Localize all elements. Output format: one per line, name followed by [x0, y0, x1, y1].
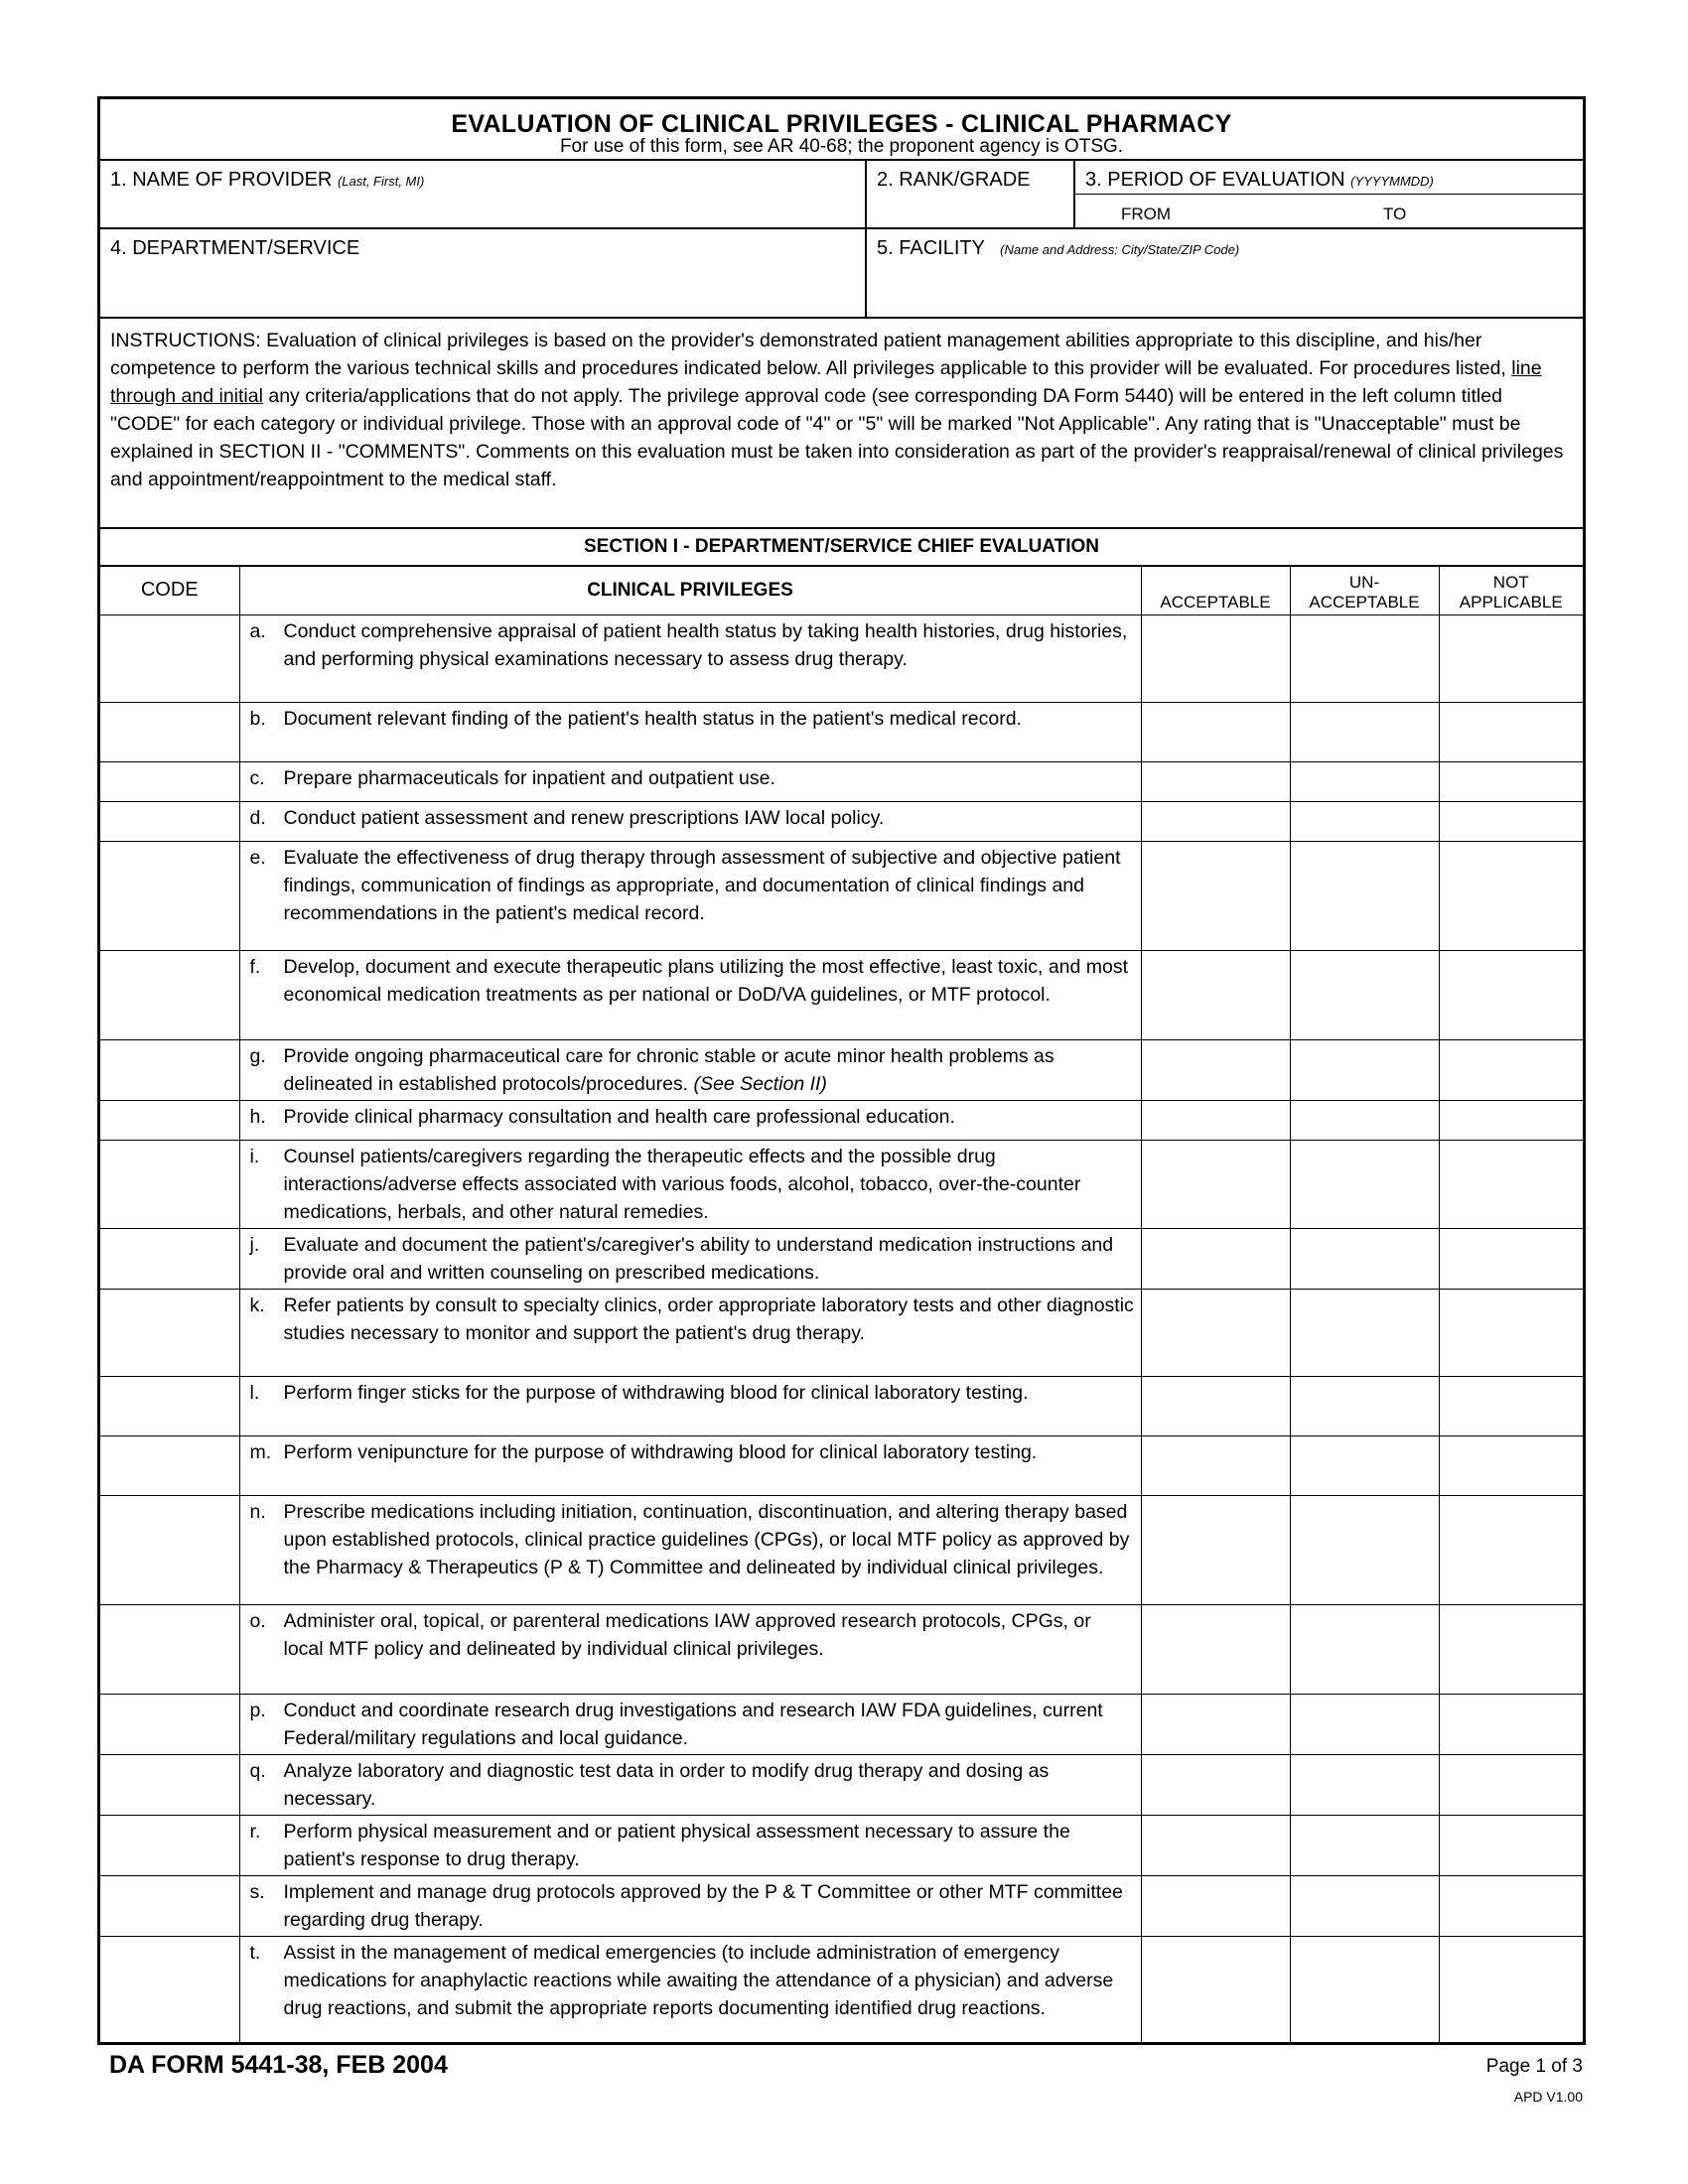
- privilege-text: [284, 1231, 1135, 1287]
- privilege-text: [284, 844, 1135, 927]
- not-applicable-cell[interactable]: [1439, 1376, 1583, 1435]
- code-cell[interactable]: [100, 841, 239, 950]
- acceptable-cell[interactable]: [1141, 614, 1290, 702]
- not-applicable-cell[interactable]: [1439, 1435, 1583, 1495]
- code-cell[interactable]: [100, 702, 239, 761]
- rank-grade-field[interactable]: [867, 161, 1075, 227]
- privilege-row: [100, 1435, 1583, 1495]
- not-applicable-cell[interactable]: [1439, 1039, 1583, 1100]
- unacceptable-cell[interactable]: [1290, 1694, 1439, 1754]
- rank-grade-label: 2. RANK/GRADE: [877, 169, 1031, 191]
- acceptable-cell[interactable]: [1141, 1228, 1290, 1289]
- privilege-description: Refer patients by consult to specialty clinics, order appropriate laboratory tests and other diagnostic studies necessary to monitor and support the patient's drug therapy.: [283, 1294, 1134, 1344]
- privilege-text: [284, 1143, 1135, 1226]
- privilege-row: [100, 1604, 1583, 1694]
- unacceptable-cell[interactable]: [1290, 702, 1439, 761]
- acceptable-cell[interactable]: [1141, 1694, 1290, 1754]
- unacceptable-cell[interactable]: [1290, 1039, 1439, 1100]
- acceptable-cell[interactable]: [1141, 1936, 1290, 2045]
- privilege-row: [100, 1376, 1583, 1435]
- not-applicable-cell[interactable]: [1439, 1694, 1583, 1754]
- privilege-letter: m.: [249, 1440, 272, 1463]
- unacceptable-header-line2: ACCEPTABLE: [1309, 592, 1420, 612]
- privilege-description: Administer oral, topical, or parenteral medications IAW approved research protocols, CPGs, or local MTF policy and delineated by individual clinical privileges.: [283, 1609, 1091, 1660]
- privilege-letter: f.: [249, 955, 261, 978]
- privilege-description: Perform physical measurement and or patient physical assessment necessary to assure the patient's response to drug therapy.: [283, 1820, 1070, 1870]
- unacceptable-cell[interactable]: [1290, 1376, 1439, 1435]
- privilege-cell: [239, 1376, 1141, 1435]
- instructions-underlined: line through and initial: [110, 357, 1542, 407]
- not-applicable-cell[interactable]: [1439, 841, 1583, 950]
- not-applicable-cell[interactable]: [1439, 761, 1583, 801]
- department-row: [100, 229, 1583, 319]
- not-applicable-cell[interactable]: [1439, 950, 1583, 1039]
- acceptable-header: [1141, 567, 1290, 614]
- privilege-text: [284, 1607, 1135, 1663]
- unacceptable-cell[interactable]: [1290, 1100, 1439, 1140]
- privilege-description: Perform venipuncture for the purpose of withdrawing blood for clinical laboratory testing.: [283, 1440, 1038, 1463]
- acceptable-header-label: ACCEPTABLE: [1160, 592, 1271, 612]
- acceptable-cell[interactable]: [1141, 761, 1290, 801]
- privilege-row: [100, 761, 1583, 801]
- code-cell[interactable]: [100, 1228, 239, 1289]
- unacceptable-cell[interactable]: [1290, 1289, 1439, 1376]
- name-of-provider-field[interactable]: [100, 161, 867, 227]
- evaluation-form: [97, 96, 1586, 2045]
- privilege-cell: [239, 1754, 1141, 1815]
- privilege-cell: [239, 1039, 1141, 1100]
- privilege-text: [284, 705, 1022, 733]
- privilege-cell: [239, 1435, 1141, 1495]
- acceptable-cell[interactable]: [1141, 1289, 1290, 1376]
- privilege-description: Develop, document and execute therapeutic plans utilizing the most effective, least toxic, and most economical medication treatments as per national or DoD/VA guidelines, or MTF protocol.: [283, 955, 1129, 1006]
- privilege-row: [100, 1039, 1583, 1100]
- privilege-description: Document relevant finding of the patient's health status in the patient's medical record.: [283, 707, 1022, 730]
- facility-label: 5. FACILITY: [877, 237, 985, 259]
- unacceptable-cell[interactable]: [1290, 1875, 1439, 1936]
- name-of-provider-label: 1. NAME OF PROVIDER: [110, 169, 333, 191]
- unacceptable-cell[interactable]: [1290, 761, 1439, 801]
- privilege-cell: [239, 1100, 1141, 1140]
- clinical-privileges-header: CLINICAL PRIVILEGES: [239, 567, 1141, 614]
- privilege-text: [284, 804, 885, 832]
- privilege-letter: s.: [249, 1880, 265, 1903]
- facility-hint: (Name and Address: City/State/ZIP Code): [1000, 242, 1240, 257]
- privilege-description: Conduct and coordinate research drug investigations and research IAW FDA guidelines, current Federal/military regulations and local guidance.: [283, 1699, 1103, 1749]
- privilege-description: Evaluate and document the patient's/caregiver's ability to understand medication instructions and provide oral and written counseling on prescribed medications.: [283, 1233, 1114, 1284]
- privilege-row: [100, 1694, 1583, 1754]
- privilege-row: [100, 1754, 1583, 1815]
- privilege-letter: d.: [249, 806, 266, 829]
- privilege-letter: g.: [249, 1044, 266, 1067]
- unacceptable-cell[interactable]: [1290, 801, 1439, 841]
- not-applicable-cell[interactable]: [1439, 1495, 1583, 1604]
- acceptable-cell[interactable]: [1141, 1039, 1290, 1100]
- privilege-letter: q.: [249, 1759, 266, 1782]
- acceptable-cell[interactable]: [1141, 1495, 1290, 1604]
- not-applicable-cell[interactable]: [1439, 702, 1583, 761]
- not-applicable-cell[interactable]: [1439, 1140, 1583, 1228]
- acceptable-cell[interactable]: [1141, 841, 1290, 950]
- privilege-letter: l.: [249, 1381, 260, 1404]
- privilege-text: [284, 1818, 1135, 1873]
- privilege-text: [284, 1292, 1135, 1347]
- privilege-cell: [239, 1694, 1141, 1754]
- privilege-description: Perform finger sticks for the purpose of withdrawing blood for clinical laboratory testing.: [283, 1381, 1029, 1404]
- privilege-letter: k.: [249, 1294, 265, 1316]
- privileges-table: [100, 567, 1583, 2045]
- code-cell[interactable]: [100, 1754, 239, 1815]
- code-cell[interactable]: [100, 801, 239, 841]
- privilege-description: Conduct patient assessment and renew prescriptions IAW local policy.: [283, 806, 885, 829]
- unacceptable-cell[interactable]: [1290, 841, 1439, 950]
- privilege-description: Provide ongoing pharmaceutical care for chronic stable or acute minor health problems as delineated in established protocols/procedures.: [283, 1044, 1055, 1095]
- code-cell[interactable]: [100, 1936, 239, 2045]
- privilege-row: [100, 1936, 1583, 2045]
- code-header: CODE: [100, 567, 239, 614]
- not-applicable-cell[interactable]: [1439, 1875, 1583, 1936]
- acceptable-cell[interactable]: [1141, 1815, 1290, 1875]
- code-cell[interactable]: [100, 1289, 239, 1376]
- privilege-cell: [239, 1140, 1141, 1228]
- code-cell[interactable]: [100, 1875, 239, 1936]
- privilege-text: [284, 953, 1135, 1009]
- privilege-text: [284, 1103, 955, 1131]
- unacceptable-cell[interactable]: [1290, 1604, 1439, 1694]
- privilege-description: Prepare pharmaceuticals for inpatient and outpatient use.: [283, 766, 775, 789]
- not-applicable-cell[interactable]: [1439, 614, 1583, 702]
- not-applicable-cell[interactable]: [1439, 1936, 1583, 2045]
- acceptable-cell[interactable]: [1141, 1435, 1290, 1495]
- privilege-cell: [239, 1936, 1141, 2045]
- unacceptable-cell[interactable]: [1290, 1228, 1439, 1289]
- privilege-text: [284, 1939, 1135, 2022]
- acceptable-cell[interactable]: [1141, 1754, 1290, 1815]
- privilege-row: [100, 1495, 1583, 1604]
- not-applicable-header: [1439, 567, 1583, 614]
- privilege-letter: i.: [249, 1145, 260, 1167]
- period-of-evaluation-hint: (YYYYMMDD): [1350, 174, 1434, 189]
- unacceptable-header: [1290, 567, 1439, 614]
- privilege-letter: n.: [249, 1500, 266, 1523]
- privilege-description: Conduct comprehensive appraisal of patient health status by taking health histories, drug histories, and performing physical examinations necessary to assess drug therapy.: [283, 619, 1128, 670]
- privilege-row: [100, 1289, 1583, 1376]
- not-applicable-header-line1: NOT: [1492, 572, 1529, 592]
- privilege-cell: [239, 614, 1141, 702]
- privilege-row: [100, 1100, 1583, 1140]
- department-service-field[interactable]: [100, 229, 867, 317]
- not-applicable-cell[interactable]: [1439, 801, 1583, 841]
- privilege-cell: [239, 1289, 1141, 1376]
- form-subtitle: For use of this form, see AR 40-68; the proponent agency is OTSG.: [559, 136, 1124, 157]
- name-of-provider-hint: (Last, First, MI): [337, 174, 425, 189]
- privilege-description: Assist in the management of medical emergencies (to include administration of emergency medications for anaphylactic reactions while awaiting the attendance of a physician) and adverse drug reactions, and submit the appropriate reports documenting identified drug reactions.: [283, 1941, 1114, 2019]
- privilege-description: Provide clinical pharmacy consultation and health care professional education.: [283, 1105, 955, 1128]
- privilege-text: [284, 1042, 1135, 1098]
- not-applicable-cell[interactable]: [1439, 1754, 1583, 1815]
- privilege-description: Evaluate the effectiveness of drug therapy through assessment of subjective and objective patient findings, communication of findings as appropriate, and documentation of clinical findings and recommendations in the patient's medical record.: [283, 846, 1121, 924]
- unacceptable-cell[interactable]: [1290, 1815, 1439, 1875]
- period-from-field[interactable]: FROM: [1121, 205, 1172, 223]
- code-cell[interactable]: [100, 1376, 239, 1435]
- form-version: APD V1.00: [1513, 2089, 1583, 2105]
- not-applicable-cell[interactable]: [1439, 1815, 1583, 1875]
- privilege-row: [100, 614, 1583, 702]
- unacceptable-cell[interactable]: [1290, 1435, 1439, 1495]
- not-applicable-cell[interactable]: [1439, 1604, 1583, 1694]
- privilege-description: Prescribe medications including initiation, continuation, discontinuation, and altering therapy based upon established protocols, clinical practice guidelines (CPGs), or local MTF policy as approved by the Pharmacy & Therapeutics (P & T) Committee and delineated by individual clinical privileges.: [283, 1500, 1130, 1578]
- period-to-field[interactable]: TO: [1383, 205, 1407, 223]
- privilege-text: [284, 617, 1135, 673]
- acceptable-cell[interactable]: [1141, 801, 1290, 841]
- privilege-description: Counsel patients/caregivers regarding the therapeutic effects and the possible drug interactions/adverse effects associated with various foods, alcohol, tobacco, over-the-counter medications, herbals, and other natural remedies.: [283, 1145, 1081, 1223]
- privilege-text: [284, 1498, 1135, 1581]
- privilege-letter: e.: [249, 846, 266, 869]
- privilege-cell: [239, 1604, 1141, 1694]
- privilege-cell: [239, 1495, 1141, 1604]
- privilege-letter: a.: [249, 619, 266, 642]
- unacceptable-cell[interactable]: [1290, 950, 1439, 1039]
- acceptable-cell[interactable]: [1141, 1875, 1290, 1936]
- privilege-text: [284, 1379, 1029, 1407]
- privilege-cell: [239, 841, 1141, 950]
- unacceptable-cell[interactable]: [1290, 1495, 1439, 1604]
- unacceptable-cell[interactable]: [1290, 1140, 1439, 1228]
- privilege-letter: c.: [249, 766, 265, 789]
- code-cell[interactable]: [100, 1100, 239, 1140]
- code-cell[interactable]: [100, 1140, 239, 1228]
- acceptable-cell[interactable]: [1141, 1100, 1290, 1140]
- not-applicable-header-line2: APPLICABLE: [1459, 592, 1563, 612]
- privilege-row: [100, 1875, 1583, 1936]
- privilege-letter: j.: [249, 1233, 260, 1256]
- acceptable-cell[interactable]: [1141, 1376, 1290, 1435]
- privilege-cell: [239, 702, 1141, 761]
- privilege-letter: t.: [249, 1941, 261, 1964]
- not-applicable-cell[interactable]: [1439, 1289, 1583, 1376]
- privilege-text: [284, 1697, 1135, 1752]
- privilege-cell: [239, 1815, 1141, 1875]
- unacceptable-cell[interactable]: [1290, 1754, 1439, 1815]
- acceptable-cell[interactable]: [1141, 702, 1290, 761]
- not-applicable-cell[interactable]: [1439, 1100, 1583, 1140]
- form-title: EVALUATION OF CLINICAL PRIVILEGES - CLINICAL PHARMACY: [451, 110, 1232, 138]
- provider-row: [100, 161, 1583, 229]
- facility-field[interactable]: [867, 229, 1583, 317]
- code-cell[interactable]: [100, 950, 239, 1039]
- privilege-row: [100, 1140, 1583, 1228]
- unacceptable-header-line1: UN-: [1348, 572, 1380, 592]
- privilege-letter: b.: [249, 707, 266, 730]
- department-service-label: 4. DEPARTMENT/SERVICE: [110, 237, 360, 259]
- privilege-cell: [239, 950, 1141, 1039]
- privilege-text: [284, 1438, 1038, 1466]
- privilege-note: (See Section II): [693, 1072, 827, 1095]
- privilege-row: [100, 801, 1583, 841]
- acceptable-cell[interactable]: [1141, 1140, 1290, 1228]
- privilege-row: [100, 950, 1583, 1039]
- page-number: Page 1 of 3: [1485, 2056, 1583, 2077]
- form-identifier: DA FORM 5441-38, FEB 2004: [109, 2051, 448, 2079]
- unacceptable-cell[interactable]: [1290, 614, 1439, 702]
- acceptable-cell[interactable]: [1141, 950, 1290, 1039]
- period-of-evaluation-field: [1075, 161, 1583, 227]
- code-cell[interactable]: [100, 614, 239, 702]
- privilege-letter: p.: [249, 1699, 266, 1721]
- privilege-text: [284, 1757, 1135, 1813]
- privilege-description: Analyze laboratory and diagnostic test data in order to modify drug therapy and dosing as necessary.: [283, 1759, 1050, 1810]
- instructions-text-1: INSTRUCTIONS: Evaluation of clinical privileges is based on the provider's demonstrated patient management abilities appropriate to this discipline, and his/her competence to perform the various technical skills and procedures indicated below. All privileges applicable to this provider will be evaluated. For procedures listed,: [110, 330, 1512, 379]
- instructions-text-2: any criteria/applications that do not apply. The privilege approval code (see corresponding DA Form 5440) will be entered in the left column titled "CODE" for each category or individual privilege. Those with an approval code of "4" or "5" will be marked "Not Applicable". Any rating that is "Unacceptable" must be explained in SECTION II - "COMMENTS". Comments on this evaluation must be taken into consideration as part of the provider's reappraisal/renewal of clinical privileges and appointment/reappointment to the medical staff.: [110, 385, 1564, 490]
- privilege-row: [100, 702, 1583, 761]
- section-title: SECTION I - DEPARTMENT/SERVICE CHIEF EVALUATION: [100, 529, 1583, 567]
- acceptable-cell[interactable]: [1141, 1604, 1290, 1694]
- code-cell[interactable]: [100, 1039, 239, 1100]
- code-cell[interactable]: [100, 1604, 239, 1694]
- privilege-letter: h.: [249, 1105, 266, 1128]
- privilege-cell: [239, 801, 1141, 841]
- privilege-row: [100, 841, 1583, 950]
- privilege-letter: r.: [249, 1820, 261, 1843]
- code-cell[interactable]: [100, 1435, 239, 1495]
- privilege-row: [100, 1228, 1583, 1289]
- privilege-letter: o.: [249, 1609, 266, 1632]
- code-cell[interactable]: [100, 1815, 239, 1875]
- code-cell[interactable]: [100, 761, 239, 801]
- unacceptable-cell[interactable]: [1290, 1936, 1439, 2045]
- form-header: [100, 99, 1583, 161]
- privilege-cell: [239, 1875, 1141, 1936]
- instructions: [100, 319, 1583, 529]
- privilege-cell: [239, 761, 1141, 801]
- privilege-cell: [239, 1228, 1141, 1289]
- privilege-row: [100, 1815, 1583, 1875]
- period-of-evaluation-label: 3. PERIOD OF EVALUATION: [1085, 169, 1345, 191]
- not-applicable-cell[interactable]: [1439, 1228, 1583, 1289]
- privilege-description: Implement and manage drug protocols approved by the P & T Committee or other MTF committee regarding drug therapy.: [283, 1880, 1123, 1931]
- code-cell[interactable]: [100, 1495, 239, 1604]
- code-cell[interactable]: [100, 1694, 239, 1754]
- privilege-text: [284, 764, 775, 792]
- privilege-text: [284, 1878, 1135, 1934]
